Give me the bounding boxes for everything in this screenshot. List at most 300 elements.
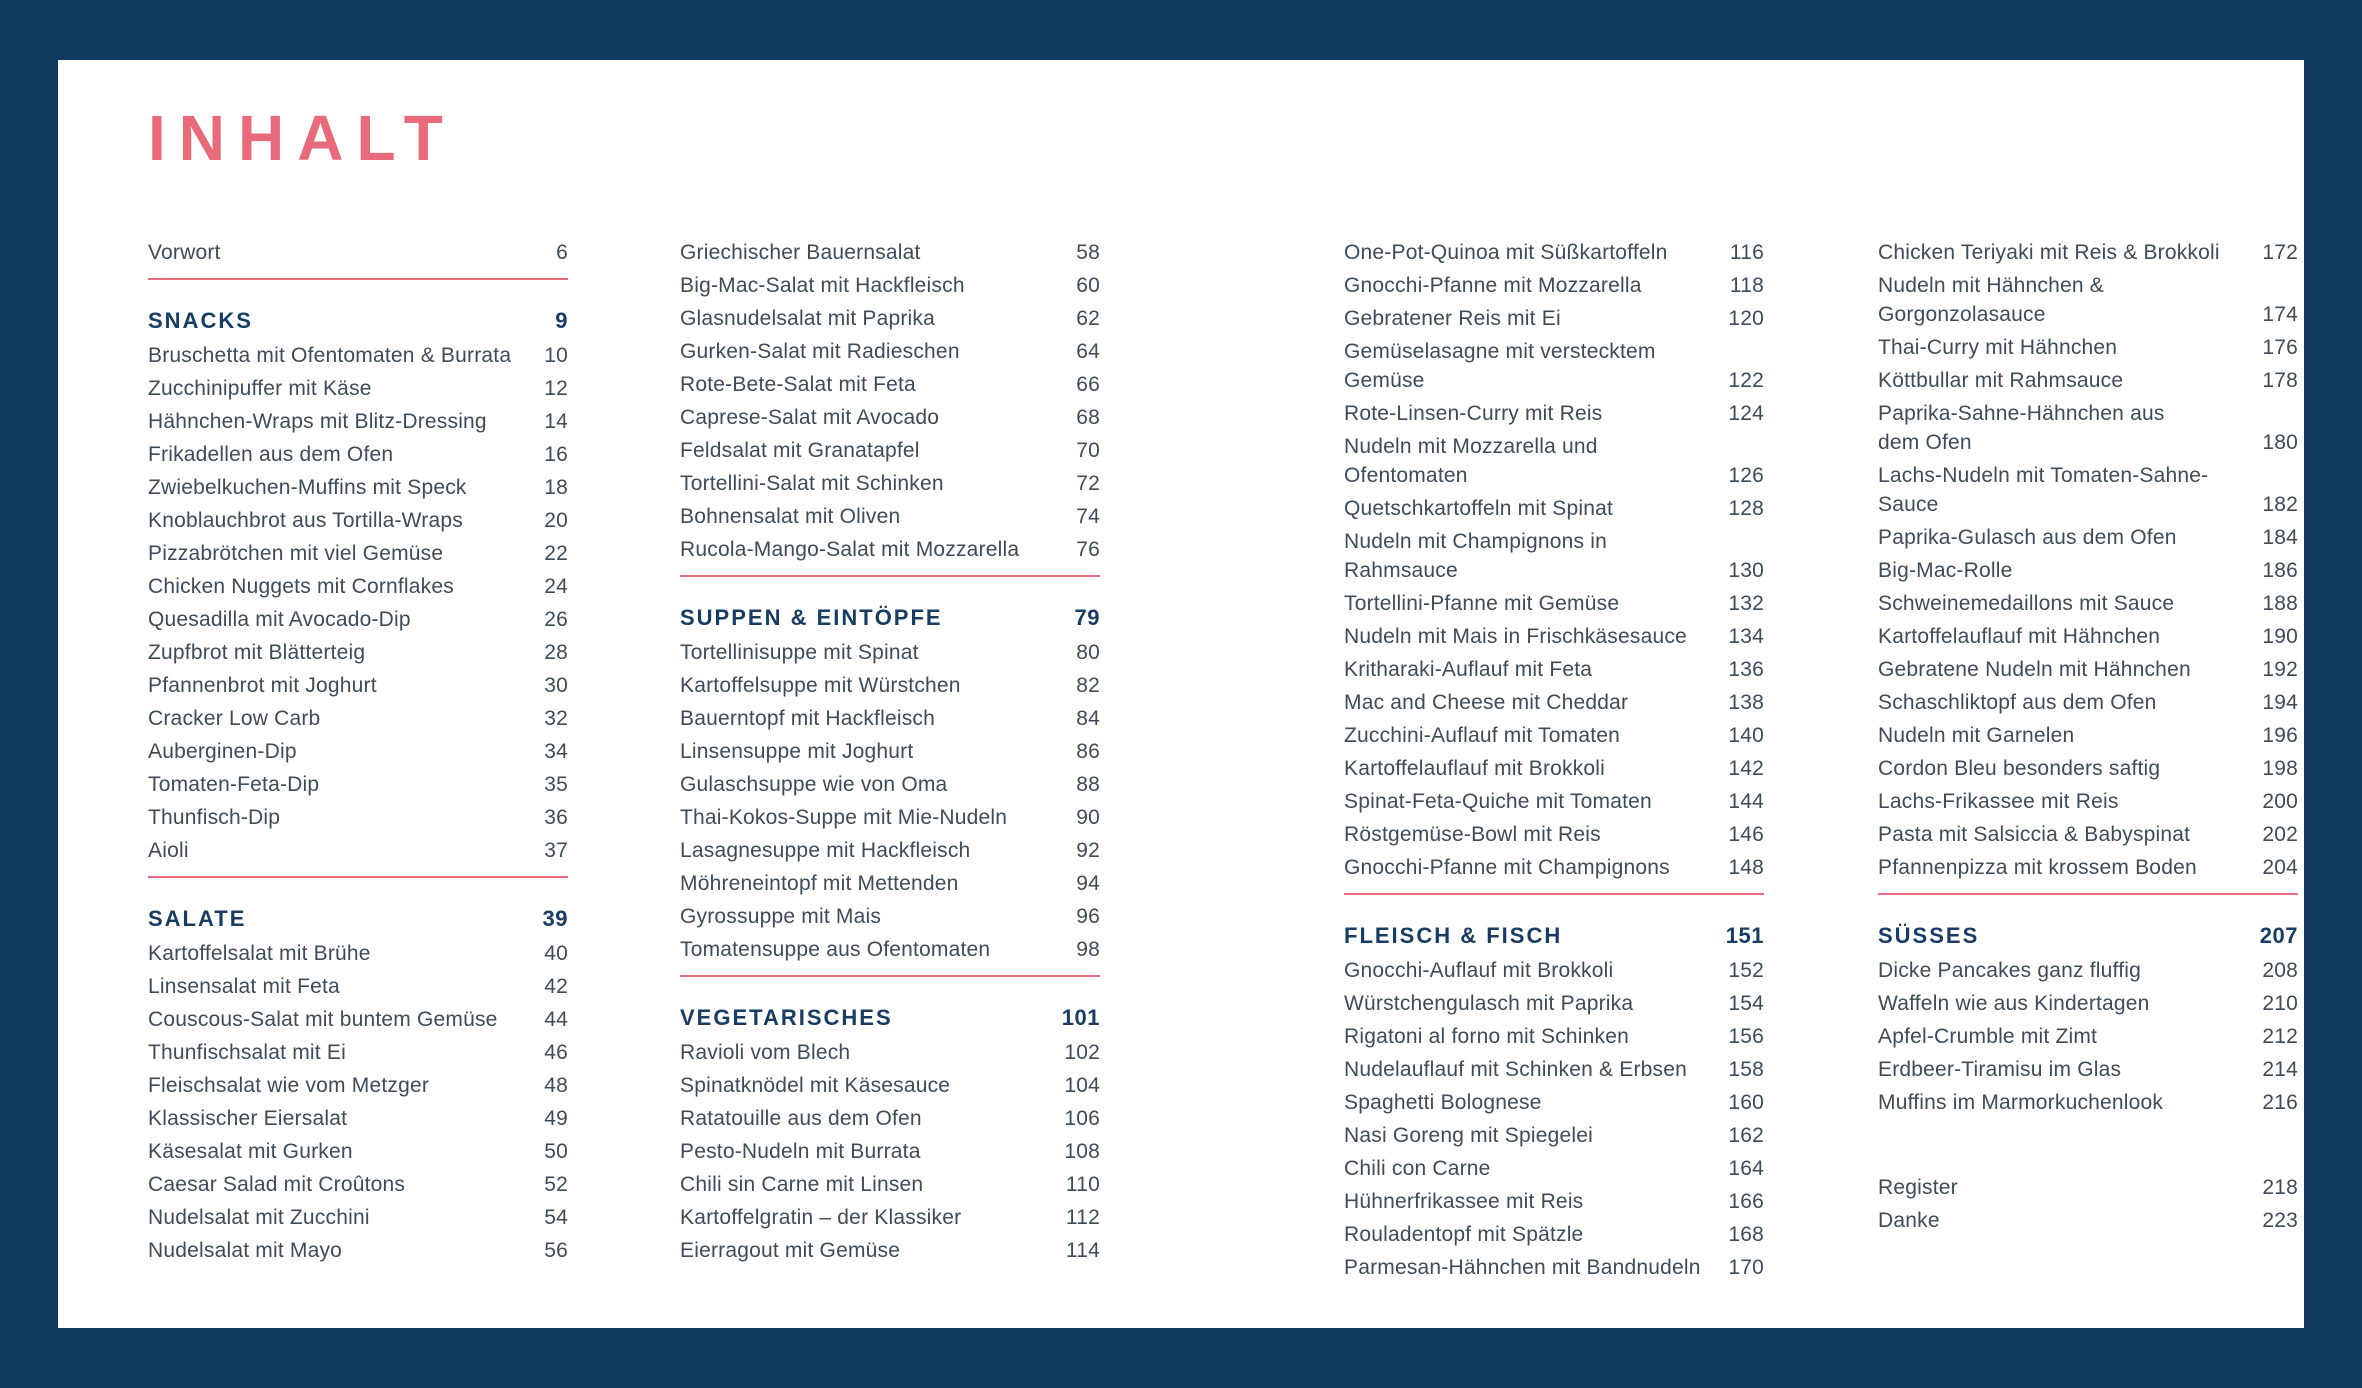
entry-label: Kartoffelauflauf mit Brokkoli xyxy=(1344,757,1606,780)
toc-entry xyxy=(680,500,1100,533)
toc-entry xyxy=(1878,719,2298,752)
toc-entry xyxy=(1344,851,1764,884)
toc-entry xyxy=(1878,1171,2298,1204)
toc-entry xyxy=(1344,1185,1764,1218)
toc-entry xyxy=(1344,818,1764,851)
entry-page-number: 174 xyxy=(2262,303,2298,326)
entry-label: Nudelsalat mit Zucchini xyxy=(148,1206,370,1229)
toc-entry xyxy=(1344,653,1764,686)
entry-page-number: 198 xyxy=(2262,757,2298,780)
entry-page-number: 142 xyxy=(1728,757,1764,780)
section-heading xyxy=(148,303,568,339)
entry-label: Thai-Curry mit Hähnchen xyxy=(1878,336,2118,359)
section-divider xyxy=(680,575,1100,577)
toc-entry xyxy=(680,1036,1100,1069)
entry-label: Dicke Pancakes ganz fluffig xyxy=(1878,959,2141,982)
section-title: SALATE xyxy=(148,906,247,931)
toc-entry xyxy=(1344,1086,1764,1119)
entry-label: Rouladentopf mit Spätzle xyxy=(1344,1223,1584,1246)
toc-entry xyxy=(1344,1119,1764,1152)
entry-page-number: 108 xyxy=(1064,1140,1100,1163)
section-page-number: 151 xyxy=(1725,923,1764,948)
section-divider xyxy=(680,975,1100,977)
toc-entry xyxy=(1878,620,2298,653)
toc-entry xyxy=(148,1003,568,1036)
entry-page-number: 172 xyxy=(2262,241,2298,264)
entry-page-number: 212 xyxy=(2262,1025,2298,1048)
toc-column-1 xyxy=(148,236,568,1267)
section-title: SÜSSES xyxy=(1878,923,1980,948)
entry-page-number: 164 xyxy=(1728,1157,1764,1180)
toc-entry xyxy=(680,368,1100,401)
entry-page-number: 192 xyxy=(2262,658,2298,681)
entry-label: Nudeln mit Mais in Frischkäsesauce xyxy=(1344,625,1687,648)
entry-page-number: 116 xyxy=(1729,241,1764,264)
entry-label: Nudelauflauf mit Schinken & Erbsen xyxy=(1344,1058,1687,1081)
toc-entry xyxy=(148,1135,568,1168)
toc-entry xyxy=(1344,492,1764,525)
toc-column-3 xyxy=(1344,236,1764,1284)
entry-label: Ravioli vom Blech xyxy=(680,1041,851,1064)
toc-section-block xyxy=(1344,236,1764,895)
entry-page-number: 184 xyxy=(2262,526,2298,549)
entry-page-number: 48 xyxy=(544,1074,568,1097)
entry-label: Rote-Bete-Salat mit Feta xyxy=(680,373,916,396)
toc-entry xyxy=(1878,1086,2298,1119)
toc-entry xyxy=(148,1201,568,1234)
entry-page-number: 98 xyxy=(1076,938,1100,961)
toc-entry xyxy=(1344,525,1764,587)
toc-column-4 xyxy=(1878,236,2298,1237)
section-divider xyxy=(1878,893,2298,895)
entry-page-number: 154 xyxy=(1728,992,1764,1015)
toc-entry xyxy=(148,702,568,735)
section-page-number: 39 xyxy=(542,906,568,931)
entry-label: Zwiebelkuchen-Muffins mit Speck xyxy=(148,476,467,499)
toc-entry xyxy=(1344,1053,1764,1086)
entry-label: Pesto-Nudeln mit Burrata xyxy=(680,1140,921,1163)
toc-entry xyxy=(1878,818,2298,851)
entry-label: Würstchengulasch mit Paprika xyxy=(1344,992,1634,1015)
entry-page-number: 202 xyxy=(2262,823,2298,846)
entry-page-number: 58 xyxy=(1076,241,1100,264)
section-heading xyxy=(148,901,568,937)
toc-entry xyxy=(148,537,568,570)
entry-label: Pfannenbrot mit Joghurt xyxy=(148,674,377,697)
entry-page-number: 118 xyxy=(1729,274,1764,297)
toc-entry xyxy=(148,603,568,636)
toc-entry xyxy=(1344,1020,1764,1053)
entry-page-number: 166 xyxy=(1728,1190,1764,1213)
entry-label: Fleischsalat wie vom Metzger xyxy=(148,1074,430,1097)
entry-page-number: 10 xyxy=(544,344,568,367)
entry-page-number: 30 xyxy=(544,674,568,697)
entry-page-number: 40 xyxy=(544,942,568,965)
toc-entry xyxy=(148,504,568,537)
entry-page-number: 218 xyxy=(2262,1176,2298,1199)
entry-page-number: 74 xyxy=(1076,505,1100,528)
entry-page-number: 56 xyxy=(544,1239,568,1262)
section-divider xyxy=(148,278,568,280)
entry-page-number: 12 xyxy=(544,377,568,400)
entry-label: Big-Mac-Rolle xyxy=(1878,559,2013,582)
entry-page-number: 170 xyxy=(1728,1256,1764,1279)
entry-page-number: 88 xyxy=(1076,773,1100,796)
entry-page-number: 124 xyxy=(1728,402,1764,425)
entry-label: Tortellini-Pfanne mit Gemüse xyxy=(1344,592,1620,615)
toc-entry xyxy=(680,669,1100,702)
entry-page-number: 20 xyxy=(544,509,568,532)
section-divider xyxy=(1344,893,1764,895)
entry-label: Quetschkartoffeln mit Spinat xyxy=(1344,497,1614,520)
entry-label: Tomaten-Feta-Dip xyxy=(148,773,320,796)
entry-label: Nudeln mit Garnelen xyxy=(1878,724,2075,747)
entry-label: Ratatouille aus dem Ofen xyxy=(680,1107,922,1130)
toc-column-2 xyxy=(680,236,1100,1267)
toc-entry xyxy=(148,970,568,1003)
toc-entry xyxy=(1344,430,1764,492)
entry-label: Schweinemedaillons mit Sauce xyxy=(1878,592,2175,615)
entry-page-number: 144 xyxy=(1728,790,1764,813)
entry-label: Rigatoni al forno mit Schinken xyxy=(1344,1025,1629,1048)
toc-entry xyxy=(680,867,1100,900)
section-page-number: 79 xyxy=(1074,605,1100,630)
toc-entry xyxy=(1878,686,2298,719)
toc-entry xyxy=(680,1135,1100,1168)
toc-section-block xyxy=(680,236,1100,577)
entry-label: Lasagnesuppe mit Hackfleisch xyxy=(680,839,971,862)
entry-page-number: 16 xyxy=(544,443,568,466)
toc-entry xyxy=(1878,521,2298,554)
entry-page-number: 140 xyxy=(1728,724,1764,747)
entry-page-number: 158 xyxy=(1728,1058,1764,1081)
toc-entry xyxy=(148,1069,568,1102)
entry-label: Rucola-Mango-Salat mit Mozzarella xyxy=(680,538,1020,561)
entry-page-number: 122 xyxy=(1728,369,1764,392)
toc-entry xyxy=(680,702,1100,735)
entry-label: Tortellinisuppe mit Spinat xyxy=(680,641,919,664)
entry-page-number: 168 xyxy=(1728,1223,1764,1246)
entry-label: Gulaschsuppe wie von Oma xyxy=(680,773,948,796)
toc-entry xyxy=(1878,236,2298,269)
toc-entry xyxy=(680,401,1100,434)
entry-label: Spaghetti Bolognese xyxy=(1344,1091,1542,1114)
entry-label: Parmesan-Hähnchen mit Bandnudeln xyxy=(1344,1256,1701,1279)
entry-page-number: 80 xyxy=(1076,641,1100,664)
toc-entry xyxy=(1878,785,2298,818)
entry-label: Thunfischsalat mit Ei xyxy=(148,1041,346,1064)
entry-label: Feldsalat mit Granatapfel xyxy=(680,439,920,462)
toc-entry xyxy=(148,236,568,269)
entry-label: Aioli xyxy=(148,839,189,862)
entry-page-number: 210 xyxy=(2262,992,2298,1015)
entry-label: Cordon Bleu besonders saftig xyxy=(1878,757,2161,780)
entry-label: Zupfbrot mit Blätterteig xyxy=(148,641,366,664)
entry-page-number: 94 xyxy=(1076,872,1100,895)
entry-page-number: 18 xyxy=(544,476,568,499)
entry-page-number: 60 xyxy=(1076,274,1100,297)
toc-entry xyxy=(1344,1251,1764,1284)
entry-label: Gyrossuppe mit Mais xyxy=(680,905,882,928)
entry-label: Paprika-Gulasch aus dem Ofen xyxy=(1878,526,2177,549)
entry-label: Kartoffelsuppe mit Würstchen xyxy=(680,674,961,697)
toc-entry xyxy=(1344,1152,1764,1185)
entry-label: Kartoffelgratin – der Klassiker xyxy=(680,1206,962,1229)
entry-page-number: 194 xyxy=(2262,691,2298,714)
entry-label: Gnocchi-Auflauf mit Brokkoli xyxy=(1344,959,1614,982)
page-content xyxy=(58,60,2304,1284)
toc-entry xyxy=(148,570,568,603)
toc-entry xyxy=(1878,331,2298,364)
entry-label: Chili con Carne xyxy=(1344,1157,1491,1180)
entry-page-number: 200 xyxy=(2262,790,2298,813)
entry-page-number: 106 xyxy=(1064,1107,1100,1130)
toc-entry xyxy=(1344,987,1764,1020)
entry-page-number: 112 xyxy=(1065,1206,1100,1229)
entry-page-number: 130 xyxy=(1728,559,1764,582)
entry-label: Köttbullar mit Rahmsauce xyxy=(1878,369,2124,392)
toc-entry xyxy=(148,669,568,702)
toc-entry xyxy=(1344,269,1764,302)
toc-section-block xyxy=(1878,236,2298,895)
entry-page-number: 134 xyxy=(1728,625,1764,648)
entry-label: Chicken Teriyaki mit Reis & Brokkoli xyxy=(1878,241,2220,264)
toc-entry xyxy=(1878,1204,2298,1237)
entry-page-number: 180 xyxy=(2262,431,2298,454)
toc-entry xyxy=(680,801,1100,834)
entry-page-number: 54 xyxy=(544,1206,568,1229)
entry-label: Gebratener Reis mit Ei xyxy=(1344,307,1561,330)
entry-label: Röstgemüse-Bowl mit Reis xyxy=(1344,823,1601,846)
entry-label: Nasi Goreng mit Spiegelei xyxy=(1344,1124,1593,1147)
entry-label: Mac and Cheese mit Cheddar xyxy=(1344,691,1629,714)
entry-label: Nudeln mit Hähnchen & Gorgonzolasauce xyxy=(1878,274,2104,326)
entry-label: Spinat-Feta-Quiche mit Tomaten xyxy=(1344,790,1652,813)
entry-label: Schaschliktopf aus dem Ofen xyxy=(1878,691,2157,714)
entry-label: Waffeln wie aus Kindertagen xyxy=(1878,992,2150,1015)
entry-label: Käsesalat mit Gurken xyxy=(148,1140,353,1163)
section-page-number: 101 xyxy=(1061,1005,1100,1030)
entry-page-number: 52 xyxy=(544,1173,568,1196)
toc-entry xyxy=(680,533,1100,566)
entry-label: Griechischer Bauernsalat xyxy=(680,241,921,264)
entry-label: Bauerntopf mit Hackfleisch xyxy=(680,707,935,730)
section-page-number: 9 xyxy=(555,308,568,333)
entry-label: Auberginen-Dip xyxy=(148,740,297,763)
toc-entry xyxy=(1878,364,2298,397)
entry-page-number: 66 xyxy=(1076,373,1100,396)
toc-columns xyxy=(148,236,2298,1284)
toc-entry xyxy=(680,1168,1100,1201)
entry-page-number: 204 xyxy=(2262,856,2298,879)
section-heading xyxy=(680,600,1100,636)
entry-page-number: 208 xyxy=(2262,959,2298,982)
entry-label: Paprika-Sahne-Hähnchen aus dem Ofen xyxy=(1878,402,2165,454)
entry-label: Eierragout mit Gemüse xyxy=(680,1239,901,1262)
toc-entry xyxy=(1344,785,1764,818)
entry-page-number: 136 xyxy=(1728,658,1764,681)
entry-label: Caprese-Salat mit Avocado xyxy=(680,406,940,429)
entry-page-number: 68 xyxy=(1076,406,1100,429)
entry-label: Frikadellen aus dem Ofen xyxy=(148,443,394,466)
entry-page-number: 84 xyxy=(1076,707,1100,730)
toc-entry xyxy=(1878,397,2298,459)
entry-label: Couscous-Salat mit buntem Gemüse xyxy=(148,1008,498,1031)
toc-entry xyxy=(1878,1053,2298,1086)
toc-entry xyxy=(148,339,568,372)
entry-label: Apfel-Crumble mit Zimt xyxy=(1878,1025,2098,1048)
toc-entry xyxy=(148,1168,568,1201)
entry-label: Quesadilla mit Avocado-Dip xyxy=(148,608,411,631)
entry-page-number: 128 xyxy=(1728,497,1764,520)
toc-section-block xyxy=(1878,918,2298,1119)
entry-label: Zucchini-Auflauf mit Tomaten xyxy=(1344,724,1620,747)
entry-page-number: 110 xyxy=(1065,1173,1100,1196)
toc-entry xyxy=(680,269,1100,302)
toc-entry xyxy=(148,636,568,669)
entry-label: Big-Mac-Salat mit Hackfleisch xyxy=(680,274,965,297)
entry-label: Hähnchen-Wraps mit Blitz-Dressing xyxy=(148,410,487,433)
entry-page-number: 96 xyxy=(1076,905,1100,928)
entry-page-number: 120 xyxy=(1728,307,1764,330)
toc-entry xyxy=(1344,719,1764,752)
entry-page-number: 132 xyxy=(1728,592,1764,615)
entry-label: Kartoffelsalat mit Brühe xyxy=(148,942,371,965)
toc-entry xyxy=(148,801,568,834)
toc-entry xyxy=(148,735,568,768)
entry-page-number: 76 xyxy=(1076,538,1100,561)
entry-page-number: 178 xyxy=(2262,369,2298,392)
section-divider xyxy=(148,876,568,878)
entry-page-number: 182 xyxy=(2262,493,2298,516)
toc-section-block xyxy=(680,600,1100,977)
entry-page-number: 102 xyxy=(1064,1041,1100,1064)
toc-entry xyxy=(1878,987,2298,1020)
entry-label: Linsensalat mit Feta xyxy=(148,975,340,998)
entry-page-number: 152 xyxy=(1728,959,1764,982)
entry-label: Tomatensuppe aus Ofentomaten xyxy=(680,938,991,961)
page-title: INHALT xyxy=(148,102,456,174)
toc-entry xyxy=(1344,302,1764,335)
entry-page-number: 126 xyxy=(1728,464,1764,487)
entry-label: Pfannenpizza mit krossem Boden xyxy=(1878,856,2197,879)
toc-entry xyxy=(680,933,1100,966)
entry-page-number: 223 xyxy=(2262,1209,2298,1232)
entry-page-number: 190 xyxy=(2262,625,2298,648)
entry-page-number: 146 xyxy=(1728,823,1764,846)
entry-label: Möhreneintopf mit Mettenden xyxy=(680,872,959,895)
entry-page-number: 104 xyxy=(1064,1074,1100,1097)
toc-entry xyxy=(148,1234,568,1267)
toc-entry xyxy=(680,236,1100,269)
entry-page-number: 186 xyxy=(2262,559,2298,582)
section-heading xyxy=(1344,918,1764,954)
toc-entry xyxy=(148,405,568,438)
entry-label: Register xyxy=(1878,1176,1958,1199)
toc-entry xyxy=(1344,236,1764,269)
toc-entry xyxy=(1344,335,1764,397)
entry-label: Lachs-Frikassee mit Reis xyxy=(1878,790,2119,813)
entry-page-number: 216 xyxy=(2262,1091,2298,1114)
entry-page-number: 28 xyxy=(544,641,568,664)
entry-page-number: 114 xyxy=(1065,1239,1100,1262)
entry-label: Thunfisch-Dip xyxy=(148,806,281,829)
book-page xyxy=(58,60,2304,1328)
entry-label: Cracker Low Carb xyxy=(148,707,321,730)
entry-label: One-Pot-Quinoa mit Süßkartoffeln xyxy=(1344,241,1668,264)
entry-page-number: 44 xyxy=(544,1008,568,1031)
toc-entry xyxy=(1878,269,2298,331)
entry-page-number: 86 xyxy=(1076,740,1100,763)
entry-label: Nudeln mit Mozzarella und Ofentomaten xyxy=(1344,435,1598,487)
toc-entry xyxy=(680,467,1100,500)
toc-entry xyxy=(1344,752,1764,785)
entry-label: Gnocchi-Pfanne mit Mozzarella xyxy=(1344,274,1642,297)
section-heading xyxy=(680,1000,1100,1036)
section-page-number: 207 xyxy=(2259,923,2298,948)
section-title: SNACKS xyxy=(148,308,253,333)
toc-entry xyxy=(148,1102,568,1135)
entry-label: Linsensuppe mit Joghurt xyxy=(680,740,914,763)
entry-label: Zucchinipuffer mit Käse xyxy=(148,377,372,400)
entry-label: Erdbeer-Tiramisu im Glas xyxy=(1878,1058,2122,1081)
entry-page-number: 70 xyxy=(1076,439,1100,462)
entry-label: Knoblauchbrot aus Tortilla-Wraps xyxy=(148,509,463,532)
toc-entry xyxy=(1878,653,2298,686)
entry-label: Kritharaki-Auflauf mit Feta xyxy=(1344,658,1593,681)
toc-entry xyxy=(680,1201,1100,1234)
entry-label: Gnocchi-Pfanne mit Champignons xyxy=(1344,856,1670,879)
toc-entry xyxy=(680,1102,1100,1135)
entry-label: Rote-Linsen-Curry mit Reis xyxy=(1344,402,1603,425)
entry-page-number: 36 xyxy=(544,806,568,829)
toc-entry xyxy=(148,471,568,504)
toc-entry xyxy=(680,768,1100,801)
entry-label: Caesar Salad mit Croûtons xyxy=(148,1173,406,1196)
toc-entry xyxy=(1878,587,2298,620)
toc-entry xyxy=(148,937,568,970)
entry-page-number: 35 xyxy=(544,773,568,796)
entry-label: Glasnudelsalat mit Paprika xyxy=(680,307,935,330)
entry-label: Tortellini-Salat mit Schinken xyxy=(680,472,944,495)
entry-label: Thai-Kokos-Suppe mit Mie-Nudeln xyxy=(680,806,1008,829)
section-title: FLEISCH & FISCH xyxy=(1344,923,1563,948)
toc-section-block xyxy=(1344,918,1764,1284)
entry-page-number: 90 xyxy=(1076,806,1100,829)
toc-entry xyxy=(680,1069,1100,1102)
entry-page-number: 214 xyxy=(2262,1058,2298,1081)
toc-section-block xyxy=(148,236,568,280)
toc-entry xyxy=(680,735,1100,768)
toc-entry xyxy=(148,372,568,405)
entry-label: Gurken-Salat mit Radieschen xyxy=(680,340,960,363)
entry-label: Bruschetta mit Ofentomaten & Burrata xyxy=(148,344,512,367)
toc-entry xyxy=(1878,1020,2298,1053)
entry-label: Hühnerfrikassee mit Reis xyxy=(1344,1190,1584,1213)
entry-page-number: 26 xyxy=(544,608,568,631)
entry-page-number: 156 xyxy=(1728,1025,1764,1048)
entry-label: Nudelsalat mit Mayo xyxy=(148,1239,343,1262)
entry-page-number: 92 xyxy=(1076,839,1100,862)
entry-page-number: 82 xyxy=(1076,674,1100,697)
toc-section-block xyxy=(148,901,568,1267)
section-title: SUPPEN & EINTÖPFE xyxy=(680,605,943,630)
toc-entry xyxy=(1344,620,1764,653)
entry-label: Chili sin Carne mit Linsen xyxy=(680,1173,924,1196)
entry-label: Pizzabrötchen mit viel Gemüse xyxy=(148,542,444,565)
toc-entry xyxy=(680,900,1100,933)
section-heading xyxy=(1878,918,2298,954)
